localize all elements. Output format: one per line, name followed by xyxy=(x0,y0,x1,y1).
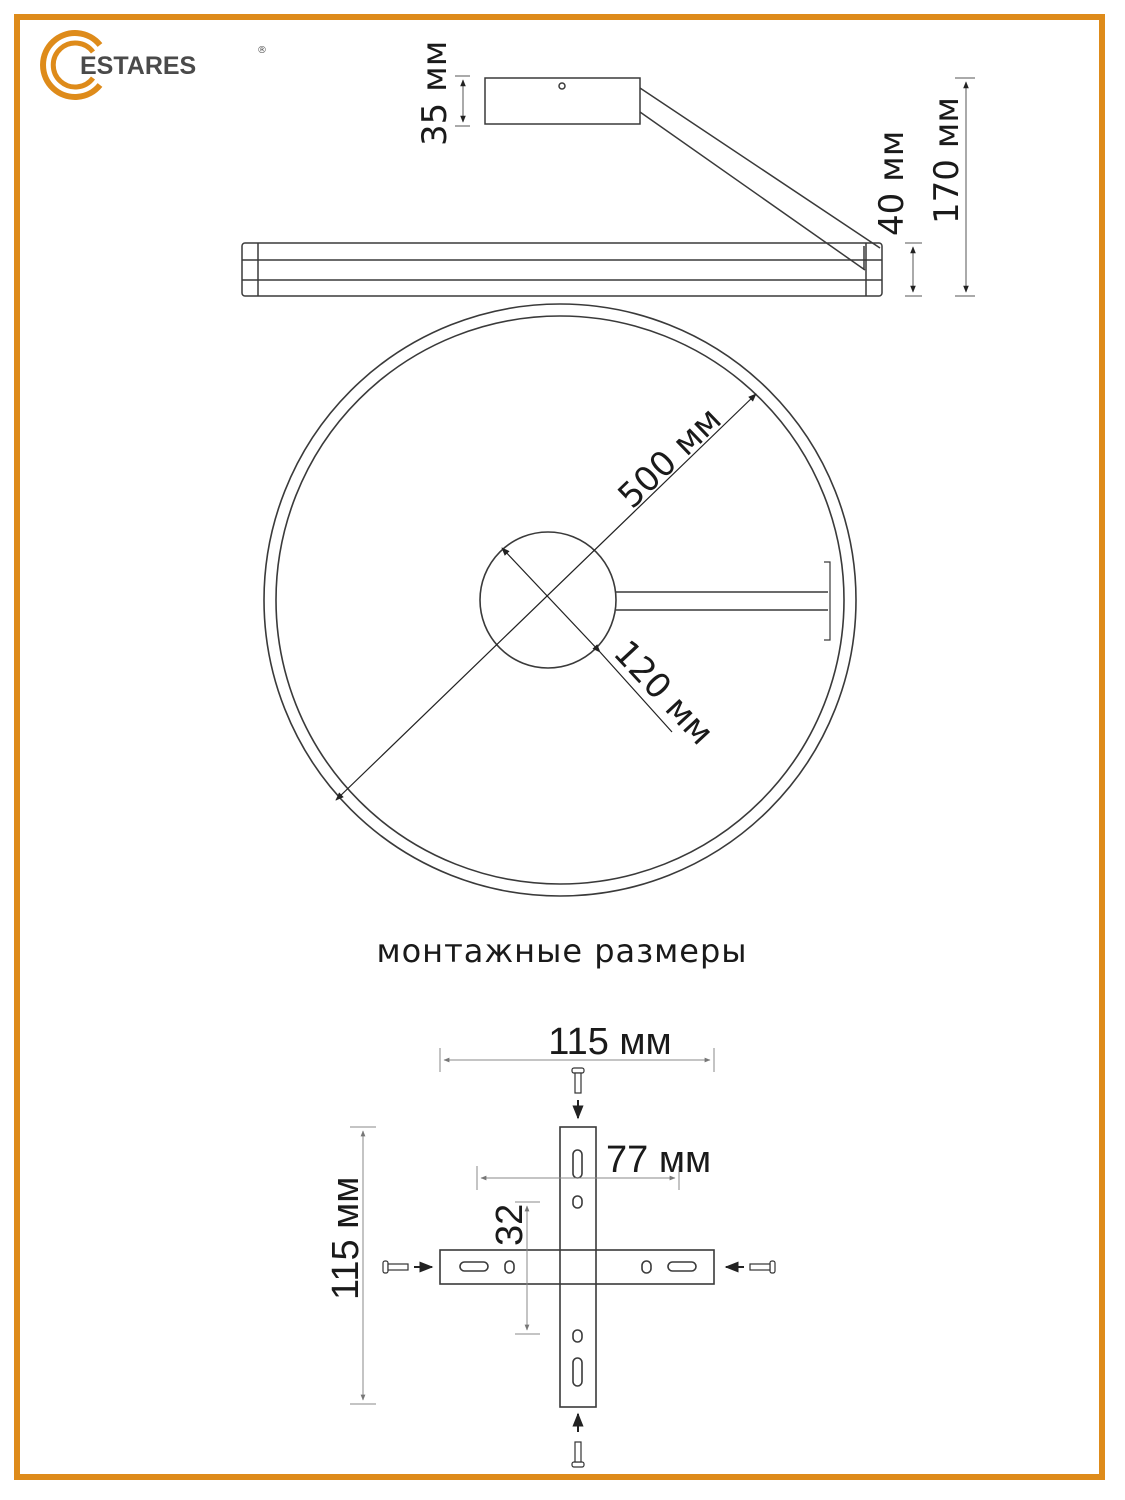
dim-offset: 32 xyxy=(489,1203,531,1246)
top-view xyxy=(264,304,856,896)
dim-body-height: 40 мм xyxy=(872,130,912,236)
arm-clamp xyxy=(824,562,830,640)
registered-mark: ® xyxy=(257,45,267,56)
mount-dims xyxy=(350,1048,714,1404)
plate-horizontal xyxy=(440,1250,714,1284)
canopy-side xyxy=(485,78,640,124)
slot xyxy=(573,1330,582,1342)
dim-canopy-diameter: 120 мм xyxy=(605,632,722,754)
side-view xyxy=(242,78,882,296)
ring-outer xyxy=(264,304,856,896)
slot xyxy=(460,1262,488,1271)
dim-total-height: 170 мм xyxy=(927,96,967,224)
slot xyxy=(642,1261,651,1273)
slot xyxy=(668,1262,696,1271)
canopy-screw-hole xyxy=(559,83,565,89)
dim-ring-diameter: 500 мм xyxy=(610,399,730,517)
section-caption: монтажные размеры xyxy=(376,932,748,970)
slot xyxy=(573,1150,582,1178)
ring-body-detail xyxy=(242,243,882,296)
slot xyxy=(505,1261,514,1273)
brand-logo xyxy=(43,33,267,97)
brand-name: ESTARES xyxy=(80,52,197,80)
dim-slot-spacing: 77 мм xyxy=(606,1139,712,1181)
plate-vertical xyxy=(560,1127,596,1407)
dim-mount-width: 115 мм xyxy=(548,1021,672,1063)
arm-top xyxy=(616,592,828,610)
slot xyxy=(573,1196,582,1208)
ring-body-side xyxy=(242,243,882,296)
ring-inner xyxy=(276,316,844,884)
slot xyxy=(573,1358,582,1386)
dim-mount-height: 115 мм xyxy=(325,1176,367,1300)
dim-canopy-height: 35 мм xyxy=(415,40,455,146)
